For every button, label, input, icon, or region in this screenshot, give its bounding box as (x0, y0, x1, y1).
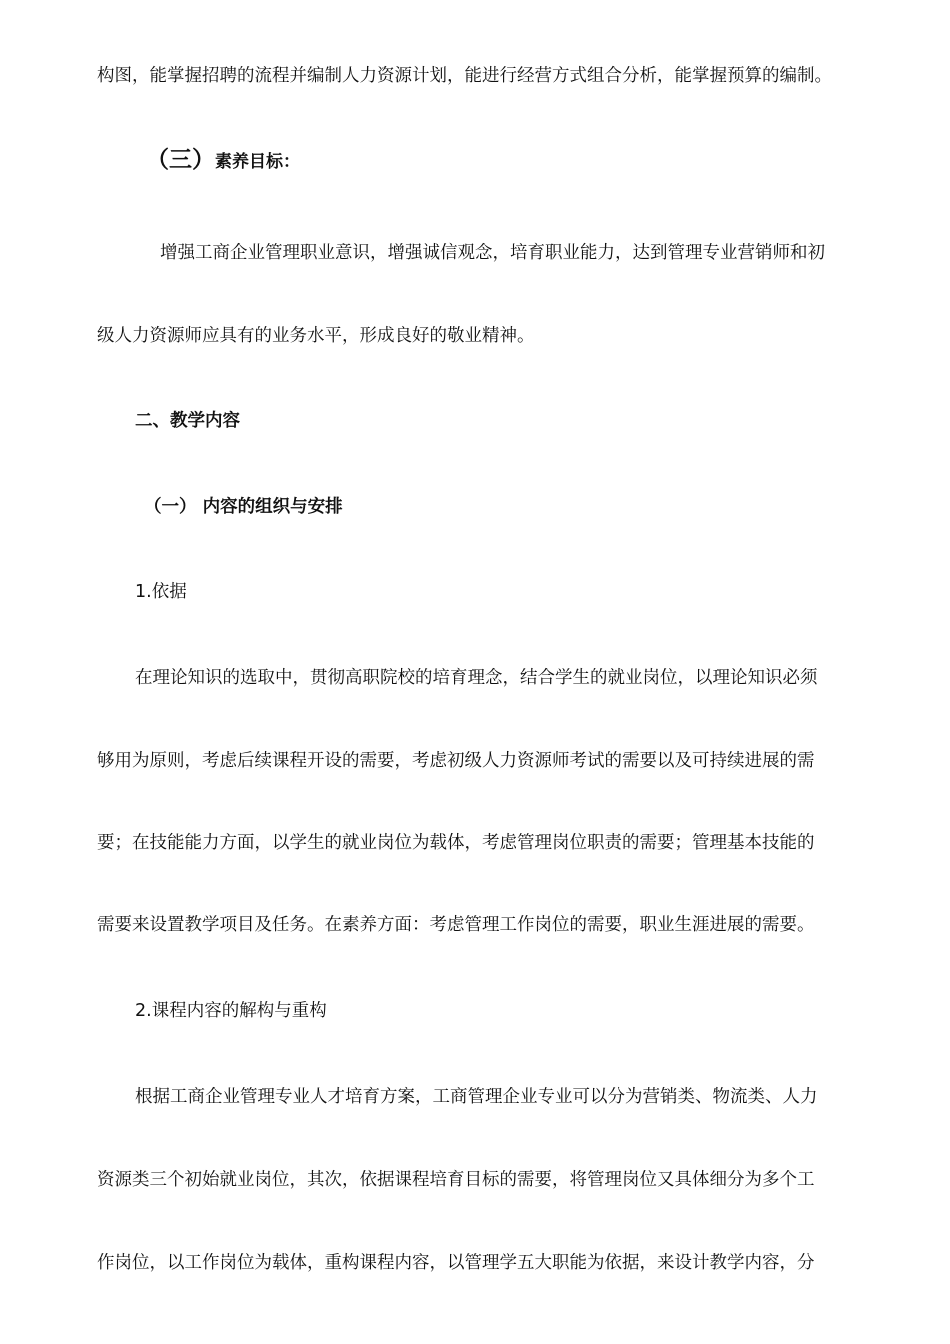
paragraph-line: 构图，能掌握招聘的流程并编制人力资源计划，能进行经营方式组合分析，能掌握预算的编制。 (97, 66, 832, 86)
paragraph-line: 够用为原则，考虑后续课程开设的需要，考虑初级人力资源师考试的需要以及可持续进展的需 (97, 751, 815, 771)
section-title: 素养目标： (215, 152, 300, 172)
paragraph-line: 根据工商企业管理专业人才培育方案，工商管理企业专业可以分为营销类、物流类、人力 (135, 1087, 818, 1107)
paragraph-line: 作岗位，以工作岗位为载体，重构课程内容，以管理学五大职能为依据，来设计教学内容，分 (97, 1253, 815, 1273)
paragraph-line: 需要来设置教学项目及任务。在素养方面：考虑管理工作岗位的需要，职业生涯进展的需要。 (97, 915, 815, 935)
section-number: （三） (146, 147, 215, 173)
paragraph-line: 在理论知识的选取中，贯彻高职院校的培育理念，结合学生的就业岗位，以理论知识必须 (135, 668, 818, 688)
section-heading: （一） 内容的组织与安排 (144, 497, 343, 517)
paragraph-line: 要；在技能能力方面，以学生的就业岗位为载体，考虑管理岗位职责的需要；管理基本技能的 (97, 833, 815, 853)
paragraph-line: 资源类三个初始就业岗位，其次，依据课程培育目标的需要，将管理岗位又具体细分为多个工 (97, 1170, 815, 1190)
subsection-heading: 1.依据 (135, 582, 187, 602)
paragraph-line: 增强工商企业管理职业意识，增强诚信观念，培育职业能力，达到管理专业营销师和初 (160, 243, 825, 263)
subsection-heading: 2.课程内容的解构与重构 (135, 1001, 327, 1021)
section-heading-literacy-goals (146, 148, 300, 174)
chapter-heading: 二、教学内容 (135, 411, 240, 431)
paragraph-line: 级人力资源师应具有的业务水平，形成良好的敬业精神。 (97, 326, 535, 346)
